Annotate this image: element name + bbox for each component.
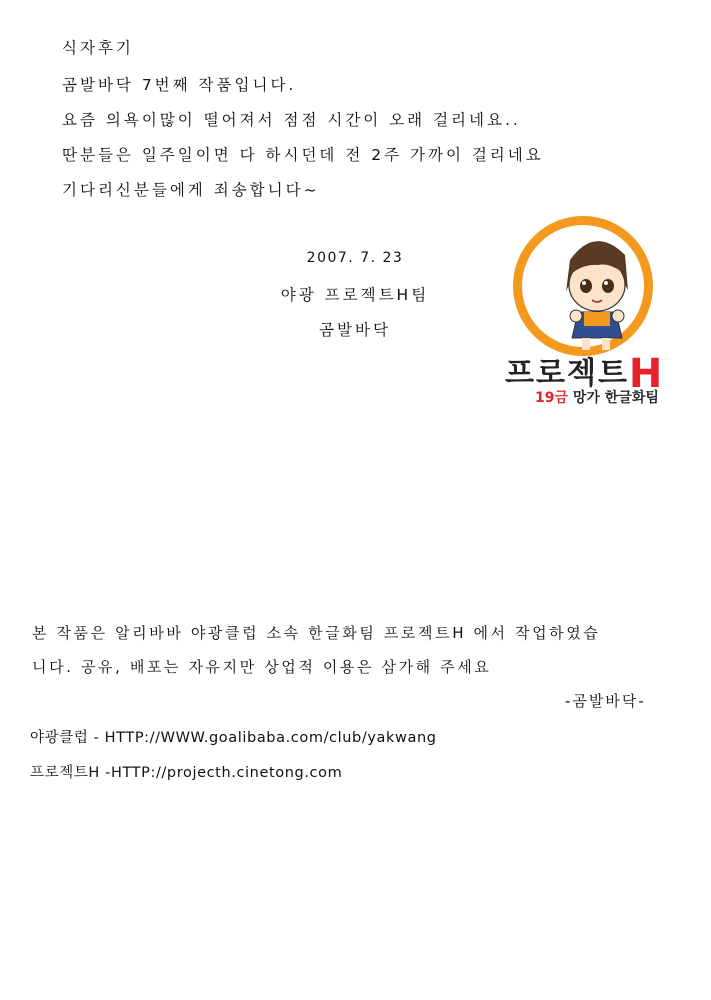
signature-date: 2007. 7. 23 (306, 250, 404, 266)
notice-credit: -곰발바닥- (565, 692, 646, 710)
afterword-line: 딴분들은 일주일이면 다 하시던데 전 2주 가까이 걸리네요 (62, 146, 544, 164)
project-h-logo (505, 210, 685, 410)
logo-subtitle-text: 망가 한글화팀 (568, 390, 659, 406)
afterword-line: 요즘 의욕이많이 떨어져서 점점 시간이 오래 걸리네요.. (62, 111, 521, 129)
afterword-line: 기다리신분들에게 죄송합니다~ (62, 181, 320, 199)
link-yakwang-club[interactable]: 야광클럽 - HTTP://WWW.goalibaba.com/club/yakwang (30, 730, 437, 746)
signature-team: 야광 프로젝트H팀 (280, 286, 430, 304)
logo-title-text: 프로젝트 (505, 356, 629, 391)
logo-subtitle-age: 19금 (535, 390, 569, 406)
link-project-h[interactable]: 프로젝트H -HTTP://projecth.cinetong.com (30, 765, 343, 781)
logo-title-letter: H (628, 351, 665, 397)
notice-line: 본 작품은 알리바바 야광클럽 소속 한글화팀 프로젝트H 에서 작업하였습 (32, 624, 601, 642)
mascot-illustration (540, 220, 650, 355)
afterword-heading: 식자후기 (62, 39, 134, 57)
afterword-line: 곰발바닥 7번째 작품입니다. (62, 76, 297, 94)
logo-subtitle (535, 387, 659, 407)
signature-author: 곰발바닥 (319, 321, 391, 339)
notice-line: 니다. 공유, 배포는 자유지만 상업적 이용은 삼가해 주세요 (32, 658, 492, 676)
